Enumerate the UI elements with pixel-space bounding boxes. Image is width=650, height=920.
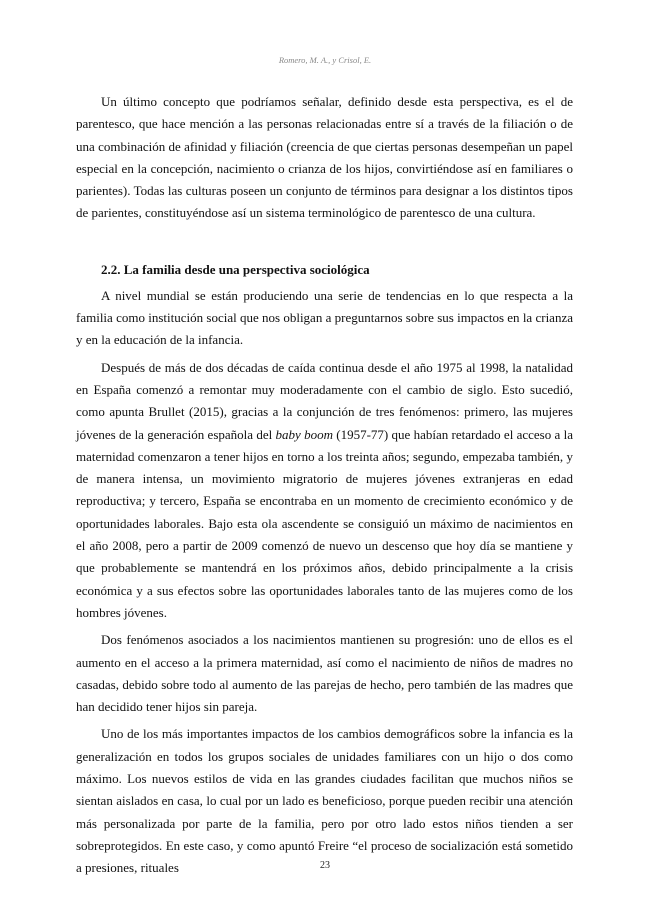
paragraph-impactos: Uno de los más importantes impactos de los cambios demográficos sobre la infancia es la generalización en todos los grupos sociales de unidades familiares con un hijo o dos como máximo. Los nuevos estilos de vida en las grandes ciudades facilitan que muchos niños se sientan aislados en casa, lo cual por un lado es beneficioso, porque pueden recibir una atención más personalizada por parte de la familia, pero por otro lado estos niños tienden a ser sobreprotegidos. En este caso, y como apuntó Freire “el proceso de socialización está sometido a presiones, rituales — [76, 726, 573, 876]
body-text — [76, 91, 573, 880]
paragraph-natalidad-part1: Después de más de dos décadas de caída continua desde el año 1975 al 1998, la natalidad en España comenzó a remontar muy moderadamente con el cambio de siglo. Esto sucedió, como apunta Brullet (2015), gracias a la conjunción de tres fenómenos: primero, las mujeres jóvenes de la generación española del — [76, 359, 573, 442]
paragraph-tendencias: A nivel mundial se están produciendo una serie de tendencias en lo que respecta a la familia como institución social que nos obligan a preguntarnos sobre sus impactos en la crianza y en la educación de la infancia. — [76, 287, 573, 348]
baby-boom-term: baby boom — [275, 426, 333, 442]
section-heading: 2.2. La familia desde una perspectiva sociológica — [101, 261, 370, 277]
paragraph-natalidad — [76, 357, 573, 625]
page-number: 23 — [320, 860, 330, 871]
running-header: Romero, M. A., y Crisol, E. — [278, 55, 372, 65]
paragraph-parentesco: Un último concepto que podríamos señalar, definido desde esta perspectiva, es el de parentesco, que hace mención a las personas relacionadas entre sí a través de la filiación o de una combinación de afinidad y filiación (creencia de que ciertas personas desempeñan un papel especial en la concepción, nacimiento o crianza de los hijos, convirtiéndose así en familiares o parientes). Todas las culturas poseen un conjunto de términos para designar a los distintos tipos de parientes, constituyéndose así un sistema terminológico de parentesco de una cultura. — [76, 94, 573, 221]
paragraph-fenomenos: Dos fenómenos asociados a los nacimientos mantienen su progresión: uno de ellos es el aumento en el acceso a la primera maternidad, así como el nacimiento de niños de madres no casadas, debido sobre todo al aumento de las parejas de hecho, pero también de las madres que han decidido tener hijos sin pareja. — [76, 632, 573, 715]
paragraph-natalidad-part2: (1957-77) que habían retardado el acceso a la maternidad comenzaron a tener hijos en torno a los treinta años; segundo, empezaba también, y de manera intensa, un movimiento migratorio de mujeres jóvenes extranjeras en edad reproductiva; y tercero, España se encontraba en un momento de crecimiento económico y de oportunidades laborales. Bajo esta ola ascendente se consiguió un máximo de nacimientos en el año 2008, pero a partir de 2009 comenzó de nuevo un descenso que hoy día se mantiene y que probablemente se mantendrá en los próximos años, debido principalmente a la crisis económica y a sus efectos sobre las oportunidades laborales tanto de las mujeres como de los hombres jóvenes. — [76, 426, 573, 620]
